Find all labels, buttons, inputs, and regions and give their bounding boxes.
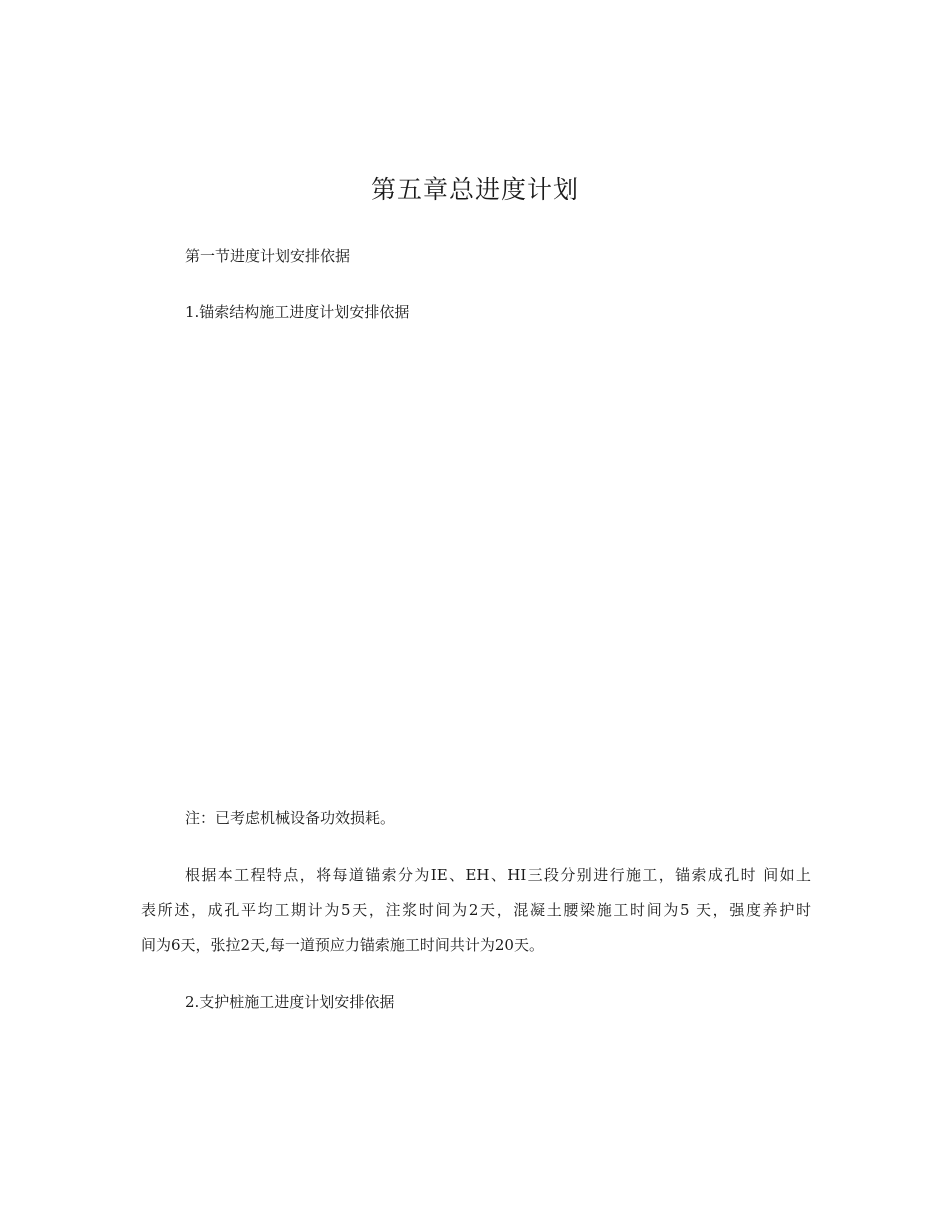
sub-heading-anchor-cable: 1.锚索结构施工进度计划安排依据 [185, 303, 410, 321]
paragraph-line: 根据本工程特点，将每道锚索分为IE、EH、HI三段分别进行施工，锚索成孔时 间如上 [185, 866, 811, 884]
section-heading: 第一节进度计划安排依据 [185, 247, 351, 265]
note-text: 注：已考虑机械设备功效损耗。 [185, 809, 396, 827]
paragraph-line: 间为6天，张拉2天,每一道预应力锚索施工时间共计为20天。 [141, 936, 544, 954]
sub-heading-support-pile: 2.支护桩施工进度计划安排依据 [185, 993, 395, 1011]
paragraph-line: 表所述，成孔平均工期计为5天，注浆时间为2天，混凝土腰梁施工时间为5 天，强度养护时 [141, 901, 811, 919]
chapter-title: 第五章总进度计划 [370, 175, 579, 204]
body-paragraph [141, 862, 811, 967]
